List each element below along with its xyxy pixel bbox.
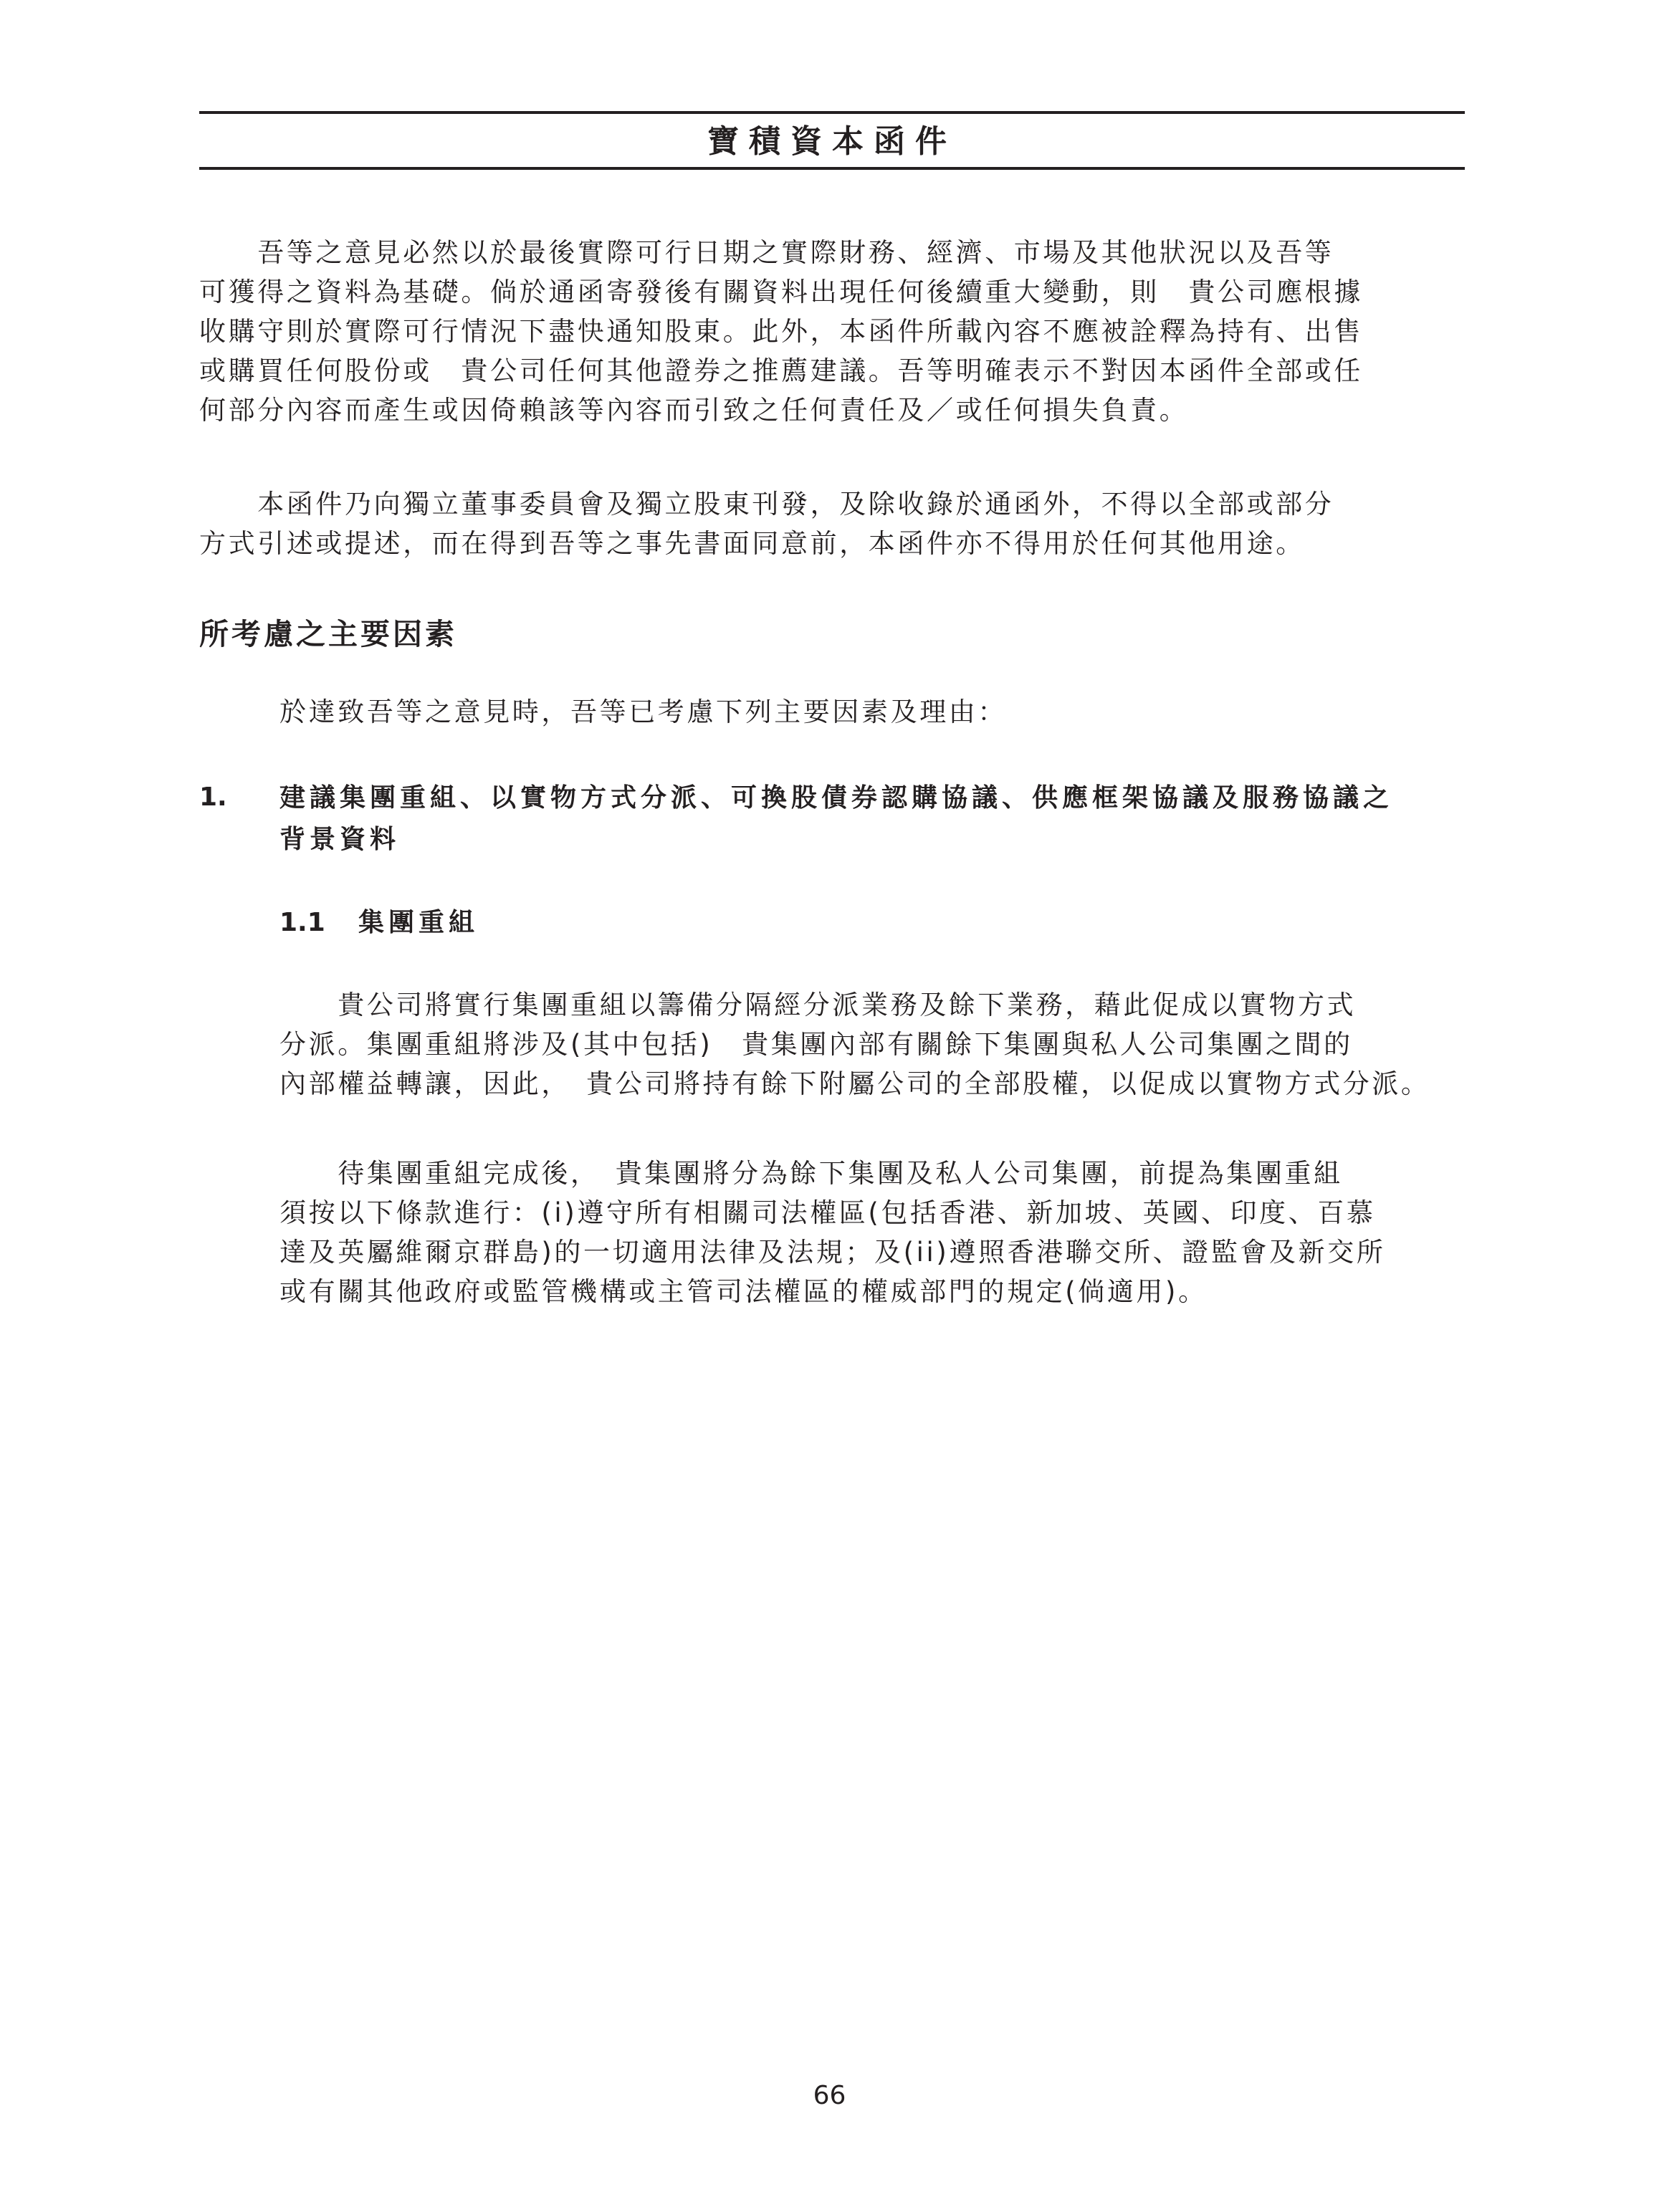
reorganisation-paragraph <box>279 985 1465 1103</box>
paragraph-line: 分派。集團重組將涉及(其中包括) 貴集團內部有關餘下集團與私人公司集團之間的 <box>279 1029 1353 1060</box>
factors-intro-paragraph <box>279 692 1465 732</box>
header-top-rule <box>199 111 1465 114</box>
subsection-title: 集團重組 <box>358 908 479 937</box>
subsection-number: 1.1 <box>279 908 325 937</box>
paragraph-line: 於達致吾等之意見時，吾等已考慮下列主要因素及理由： <box>279 696 1007 727</box>
reorganisation-conditions-paragraph <box>279 1154 1465 1311</box>
paragraph-line: 或有關其他政府或監管機構或主管司法權區的權威部門的規定(倘適用)。 <box>279 1276 1208 1307</box>
header-bottom-rule <box>199 167 1465 170</box>
paragraph-line: 貴公司將實行集團重組以籌備分隔經分派業務及餘下業務，藉此促成以實物方式 <box>279 990 1357 1020</box>
paragraph-line: 內部權益轉讓，因此， 貴公司將持有餘下附屬公司的全部股權，以促成以實物方式分派。 <box>279 1068 1430 1099</box>
paragraph-line: 達及英屬維爾京群島)的一切適用法律及法規；及(ii)遵照香港聯交所、證監會及新交所 <box>279 1237 1386 1268</box>
page-number: 66 <box>813 2081 846 2110</box>
paragraph-line: 本函件乃向獨立董事委員會及獨立股東刊發，及除收錄於通函外，不得以全部或部分 <box>199 489 1334 520</box>
section-title <box>279 777 1465 861</box>
paragraph-line: 可獲得之資料為基礎。倘於通函寄發後有關資料出現任何後續重大變動，則 貴公司應根據 <box>199 277 1363 307</box>
section-title-line: 建議集團重組、以實物方式分派、可換股債券認購協議、供應框架協議及服務協議之 <box>279 783 1394 813</box>
section-title-line: 背景資料 <box>279 825 401 854</box>
paragraph-line: 須按以下條款進行：(i)遵守所有相關司法權區(包括香港、新加坡、英國、印度、百慕 <box>279 1197 1376 1228</box>
main-factors-heading: 所考慮之主要因素 <box>199 617 457 651</box>
letter-header-title: 寶積資本函件 <box>707 123 957 160</box>
paragraph-line: 或購買任何股份或 貴公司任何其他證券之推薦建議。吾等明確表示不對因本函件全部或任 <box>199 355 1363 386</box>
paragraph-line: 待集團重組完成後， 貴集團將分為餘下集團及私人公司集團，前提為集團重組 <box>279 1158 1343 1189</box>
paragraph-line: 吾等之意見必然以於最後實際可行日期之實際財務、經濟、市場及其他狀況以及吾等 <box>199 237 1334 268</box>
letter-usage-paragraph <box>199 484 1465 563</box>
section-number: 1. <box>199 782 227 812</box>
opinion-basis-paragraph <box>199 233 1465 430</box>
paragraph-line: 何部分內容而產生或因倚賴該等內容而引致之任何責任及／或任何損失負責。 <box>199 395 1189 426</box>
paragraph-line: 方式引述或提述，而在得到吾等之事先書面同意前，本函件亦不得用於任何其他用途。 <box>199 528 1305 559</box>
paragraph-line: 收購守則於實際可行情況下盡快通知股東。此外，本函件所載內容不應被詮釋為持有、出售 <box>199 316 1363 347</box>
